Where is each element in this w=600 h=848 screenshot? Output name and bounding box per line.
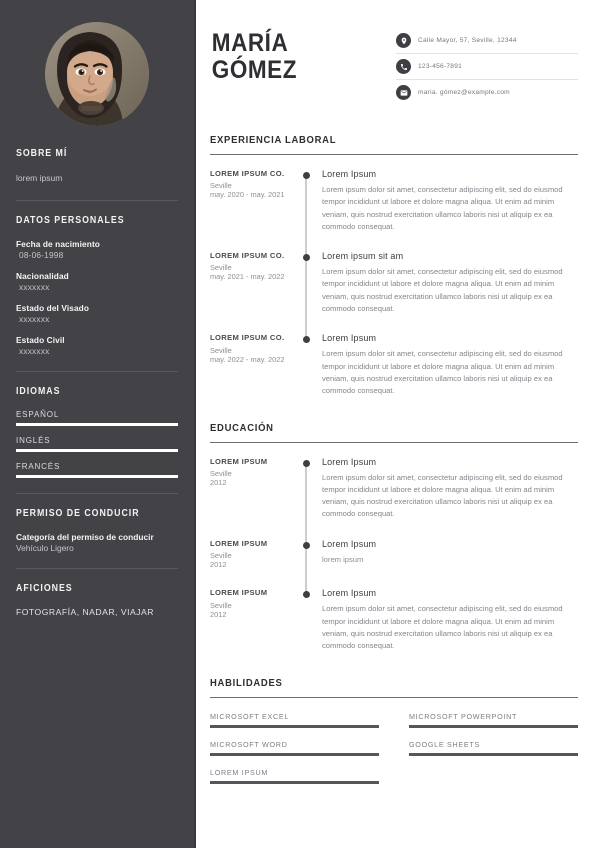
entry-body bbox=[314, 588, 578, 652]
language-item bbox=[16, 410, 178, 426]
entry-meta bbox=[210, 333, 298, 397]
timeline-dot-icon bbox=[303, 254, 310, 261]
last-name: GÓMEZ bbox=[211, 56, 298, 84]
language-item bbox=[16, 436, 178, 452]
entry-description: Lorem ipsum dolor sit amet, consectetur adipiscing elit, sed do eiusmod tempor incididunt ut labore et dolore magna aliqua. Ut enim ad minim veniam, quis nostrud exercitation ullamco laboris nisi ut aliquip ex ea commodo consequat. bbox=[322, 349, 563, 396]
driving-license-label: Categoría del permiso de conducir bbox=[16, 531, 154, 542]
skill-name: MICROSOFT WORD bbox=[210, 739, 288, 749]
entry-organization: LOREM IPSUM CO. bbox=[210, 169, 285, 178]
skill-item bbox=[210, 740, 379, 756]
timeline-marker bbox=[298, 169, 314, 233]
timeline-dot-icon bbox=[303, 336, 310, 343]
phone-icon bbox=[396, 59, 411, 74]
sidebar bbox=[0, 0, 196, 848]
skills-section bbox=[210, 677, 578, 784]
entry-city: Seville bbox=[210, 345, 232, 355]
entry-body bbox=[314, 457, 578, 521]
skill-name: LOREM IPSUM bbox=[210, 767, 269, 777]
timeline-line bbox=[306, 254, 307, 337]
skill-item bbox=[409, 712, 578, 728]
timeline-dot-icon bbox=[303, 460, 310, 467]
driving-license-heading: PERMISO DE CONDUCIR bbox=[16, 507, 140, 519]
entry-date: may. 2020 - may. 2021 bbox=[210, 190, 285, 200]
photo-container bbox=[16, 22, 178, 126]
profile-photo-icon bbox=[45, 22, 149, 126]
contact-email-text: maria. gómez@example.com bbox=[418, 89, 510, 96]
entry-description: Lorem ipsum dolor sit amet, consectetur adipiscing elit, sed do eiusmod tempor incididunt ut labore et dolore magna aliqua. Ut enim ad minim veniam, quis nostrud exercitation ullamco laboris nisi ut aliquip ex ea commodo consequat. bbox=[322, 185, 563, 231]
experience-heading: EXPERIENCIA LABORAL bbox=[210, 134, 337, 146]
entry-title: Lorem ipsum sit am bbox=[322, 251, 404, 262]
entry-city: Seville bbox=[210, 468, 232, 478]
hobbies-heading: AFICIONES bbox=[16, 582, 73, 594]
divider bbox=[16, 493, 178, 494]
skill-item-placeholder bbox=[409, 768, 578, 784]
driving-license-section bbox=[16, 508, 178, 553]
entry-title: Lorem Ipsum bbox=[322, 588, 377, 599]
entry-organization: LOREM IPSUM bbox=[210, 588, 268, 598]
education-entry bbox=[210, 588, 578, 652]
language-item bbox=[16, 462, 178, 478]
timeline-marker bbox=[298, 333, 314, 397]
entry-body bbox=[314, 251, 578, 315]
entry-date: 2012 bbox=[210, 560, 227, 569]
skill-name: MICROSOFT POWERPOINT bbox=[409, 711, 518, 721]
entry-meta bbox=[210, 169, 298, 233]
timeline-line bbox=[306, 542, 307, 593]
entry-body bbox=[314, 539, 578, 571]
driving-license-value: Vehículo Ligero bbox=[16, 542, 74, 553]
envelope-icon bbox=[396, 85, 411, 100]
hobbies-section bbox=[16, 583, 178, 617]
skill-level-bar bbox=[409, 753, 578, 756]
about-text: lorem ipsum bbox=[16, 173, 63, 183]
entry-meta bbox=[210, 539, 298, 571]
page-title bbox=[210, 30, 297, 84]
entry-date: 2012 bbox=[210, 477, 227, 487]
timeline-dot-icon bbox=[303, 542, 310, 549]
languages-section bbox=[16, 386, 178, 478]
skill-name: MICROSOFT EXCEL bbox=[210, 711, 290, 721]
education-entry bbox=[210, 539, 578, 571]
contact-list bbox=[396, 30, 578, 110]
timeline-line bbox=[306, 172, 307, 255]
language-level-bar bbox=[16, 475, 178, 478]
timeline-dot-icon bbox=[303, 591, 310, 598]
timeline-line bbox=[306, 460, 307, 543]
personal-data-section bbox=[16, 215, 178, 356]
contact-email[interactable] bbox=[396, 85, 578, 105]
entry-title: Lorem Ipsum bbox=[322, 333, 377, 344]
personal-data-value: xxxxxxx bbox=[19, 281, 50, 292]
contact-phone[interactable] bbox=[396, 59, 578, 80]
entry-description: lorem ipsum bbox=[322, 554, 364, 564]
about-section bbox=[16, 148, 178, 185]
skills-heading: HABILIDADES bbox=[210, 676, 283, 689]
divider bbox=[16, 200, 178, 201]
personal-data-value: xxxxxxx bbox=[19, 313, 50, 324]
entry-description: Lorem ipsum dolor sit amet, consectetur adipiscing elit, sed do eiusmod tempor incididunt ut labore et dolore magna aliqua. Ut enim ad minim veniam, quis nostrud exercitation ullamco laboris nisi ut aliquip ex ea commodo consequat. bbox=[322, 472, 563, 519]
personal-data-value: xxxxxxx bbox=[19, 345, 50, 356]
personal-data-item bbox=[16, 335, 178, 356]
skill-item bbox=[210, 768, 379, 784]
experience-entry bbox=[210, 333, 578, 397]
personal-data-label: Estado Civil bbox=[16, 334, 65, 345]
contact-address-text: Calle Mayor, 57, Seville, 12344 bbox=[418, 37, 517, 44]
personal-data-label: Estado del Visado bbox=[16, 302, 90, 313]
education-entry bbox=[210, 457, 578, 521]
location-pin-icon bbox=[396, 33, 411, 48]
skill-name: GOOGLE SHEETS bbox=[409, 739, 481, 749]
education-section bbox=[210, 422, 578, 653]
skill-item bbox=[210, 712, 379, 728]
timeline-dot-icon bbox=[303, 172, 310, 179]
personal-data-value: 08-06-1998 bbox=[19, 249, 64, 260]
skills-grid bbox=[210, 712, 578, 784]
entry-organization: LOREM IPSUM CO. bbox=[210, 251, 285, 261]
entry-title: Lorem Ipsum bbox=[322, 169, 377, 179]
experience-entry bbox=[210, 251, 578, 315]
personal-data-label: Nacionalidad bbox=[16, 270, 69, 281]
entry-city: Seville bbox=[210, 181, 232, 191]
experience-entry bbox=[210, 169, 578, 233]
timeline-marker bbox=[298, 539, 314, 571]
language-name: ESPAÑOL bbox=[16, 409, 60, 419]
language-level-bar bbox=[16, 423, 178, 426]
entry-date: may. 2022 - may. 2022 bbox=[210, 354, 285, 364]
skill-level-bar bbox=[210, 781, 379, 784]
personal-data-heading: DATOS PERSONALES bbox=[16, 214, 125, 226]
hobbies-text: FOTOGRAFÍA, NADAR, VIAJAR bbox=[16, 606, 154, 617]
personal-data-item bbox=[16, 271, 178, 292]
language-name: INGLÉS bbox=[16, 435, 51, 445]
personal-data-item bbox=[16, 239, 178, 260]
personal-data-label: Fecha de nacimiento bbox=[16, 238, 100, 249]
skill-level-bar bbox=[210, 753, 379, 756]
section-rule bbox=[210, 154, 578, 155]
entry-body bbox=[314, 333, 578, 397]
section-rule bbox=[210, 442, 578, 443]
entry-meta bbox=[210, 251, 298, 315]
entry-organization: LOREM IPSUM bbox=[210, 538, 268, 548]
languages-heading: IDIOMAS bbox=[16, 385, 61, 397]
entry-date: 2012 bbox=[210, 609, 227, 619]
personal-data-item bbox=[16, 303, 178, 324]
contact-phone-text: 123-456-7891 bbox=[418, 63, 463, 70]
about-heading: SOBRE MÍ bbox=[16, 148, 68, 159]
entry-city: Seville bbox=[210, 551, 232, 560]
timeline-marker bbox=[298, 457, 314, 521]
skill-item bbox=[409, 740, 578, 756]
entry-title: Lorem Ipsum bbox=[322, 538, 377, 549]
timeline-marker bbox=[298, 251, 314, 315]
contact-address[interactable] bbox=[396, 33, 578, 54]
entry-title: Lorem Ipsum bbox=[322, 456, 377, 467]
divider bbox=[16, 371, 178, 372]
experience-section bbox=[210, 134, 578, 398]
skill-level-bar bbox=[409, 725, 578, 728]
education-heading: EDUCACIÓN bbox=[210, 421, 274, 434]
divider bbox=[16, 568, 178, 569]
entry-organization: LOREM IPSUM bbox=[210, 456, 268, 466]
entry-date: may. 2021 - may. 2022 bbox=[210, 272, 285, 282]
entry-city: Seville bbox=[210, 600, 232, 610]
entry-city: Seville bbox=[210, 263, 232, 273]
entry-meta bbox=[210, 588, 298, 652]
timeline-marker bbox=[298, 588, 314, 652]
entry-meta bbox=[210, 457, 298, 521]
entry-organization: LOREM IPSUM CO. bbox=[210, 333, 285, 343]
main-content bbox=[196, 0, 600, 848]
entry-body bbox=[314, 169, 578, 233]
skill-level-bar bbox=[210, 725, 379, 728]
entry-description: Lorem ipsum dolor sit amet, consectetur adipiscing elit, sed do eiusmod tempor incididunt ut labore et dolore magna aliqua. Ut enim ad minim veniam, quis nostrud exercitation ullamco laboris nisi ut aliquip ex ea commodo consequat. bbox=[322, 604, 563, 651]
language-level-bar bbox=[16, 449, 178, 452]
header bbox=[210, 30, 578, 110]
language-name: FRANCÉS bbox=[16, 461, 61, 471]
avatar bbox=[45, 22, 149, 126]
section-rule bbox=[210, 697, 578, 698]
entry-description: Lorem ipsum dolor sit amet, consectetur adipiscing elit, sed do eiusmod tempor incididunt ut labore et dolore magna aliqua. Ut enim ad minim veniam, quis nostrud exercitation ullamco laboris nisi ut aliquip ex ea commodo consequat. bbox=[322, 267, 563, 314]
first-name: MARÍA bbox=[211, 29, 289, 57]
